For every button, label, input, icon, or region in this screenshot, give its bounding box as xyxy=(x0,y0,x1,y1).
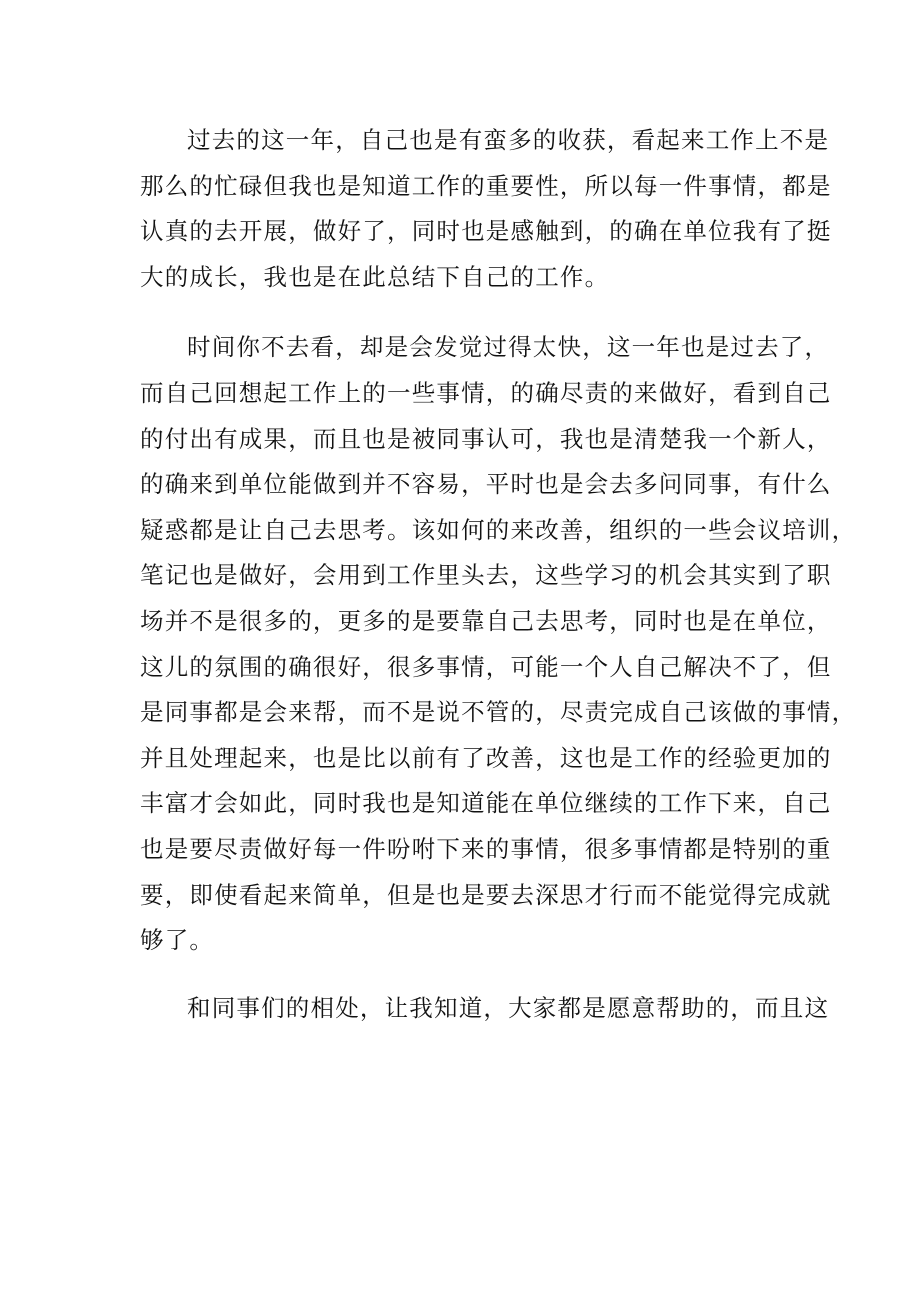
body-text xyxy=(140,118,857,1031)
paragraph-3 xyxy=(140,986,830,1032)
text-line: 的确来到单位能做到并不容易，平时也是会去多问同事，有什么 xyxy=(140,470,832,499)
text-line: 场并不是很多的，更多的是要靠自己去思考，同时也是在单位， xyxy=(140,606,832,635)
text-line: 认真的去开展，做好了，同时也是感触到，的确在单位我有了挺 xyxy=(140,217,832,246)
text-line: 笔记也是做好，会用到工作里头去，这些学习的机会其实到了职 xyxy=(140,561,832,590)
text-line: 大的成长，我也是在此总结下自己的工作。 xyxy=(140,262,610,291)
text-line: 够了。 xyxy=(140,926,215,955)
text-line: 是同事都是会来帮，而不是说不管的，尽责完成自己该做的事情， xyxy=(140,698,857,727)
paragraph-2 xyxy=(140,325,857,963)
text-line: 那么的忙碌但我也是知道工作的重要性，所以每一件事情，都是 xyxy=(140,171,832,200)
text-line: 并且处理起来，也是比以前有了改善，这也是工作的经验更加的 xyxy=(140,743,832,772)
paragraph-1 xyxy=(140,118,832,300)
text-line: 和同事们的相处，让我知道，大家都是愿意帮助的，而且这 xyxy=(187,993,830,1022)
text-line: 丰富才会如此，同时我也是知道能在单位继续的工作下来，自己 xyxy=(140,789,832,818)
text-line: 疑惑都是让自己去思考。该如何的来改善，组织的一些会议培训， xyxy=(140,515,857,544)
text-line: 而自己回想起工作上的一些事情，的确尽责的来做好，看到自己 xyxy=(140,378,832,407)
text-line: 的付出有成果，而且也是被同事认可，我也是清楚我一个新人， xyxy=(140,424,832,453)
text-line: 要，即使看起来简单，但是也是要去深思才行而不能觉得完成就 xyxy=(140,880,832,909)
text-line: 这儿的氛围的确很好，很多事情，可能一个人自己解决不了，但 xyxy=(140,652,832,681)
text-line: 时间你不去看，却是会发觉过得太快，这一年也是过去了， xyxy=(187,333,830,362)
text-line: 也是要尽责做好每一件吩咐下来的事情，很多事情都是特别的重 xyxy=(140,834,832,863)
text-line: 过去的这一年，自己也是有蛮多的收获，看起来工作上不是 xyxy=(187,126,830,154)
